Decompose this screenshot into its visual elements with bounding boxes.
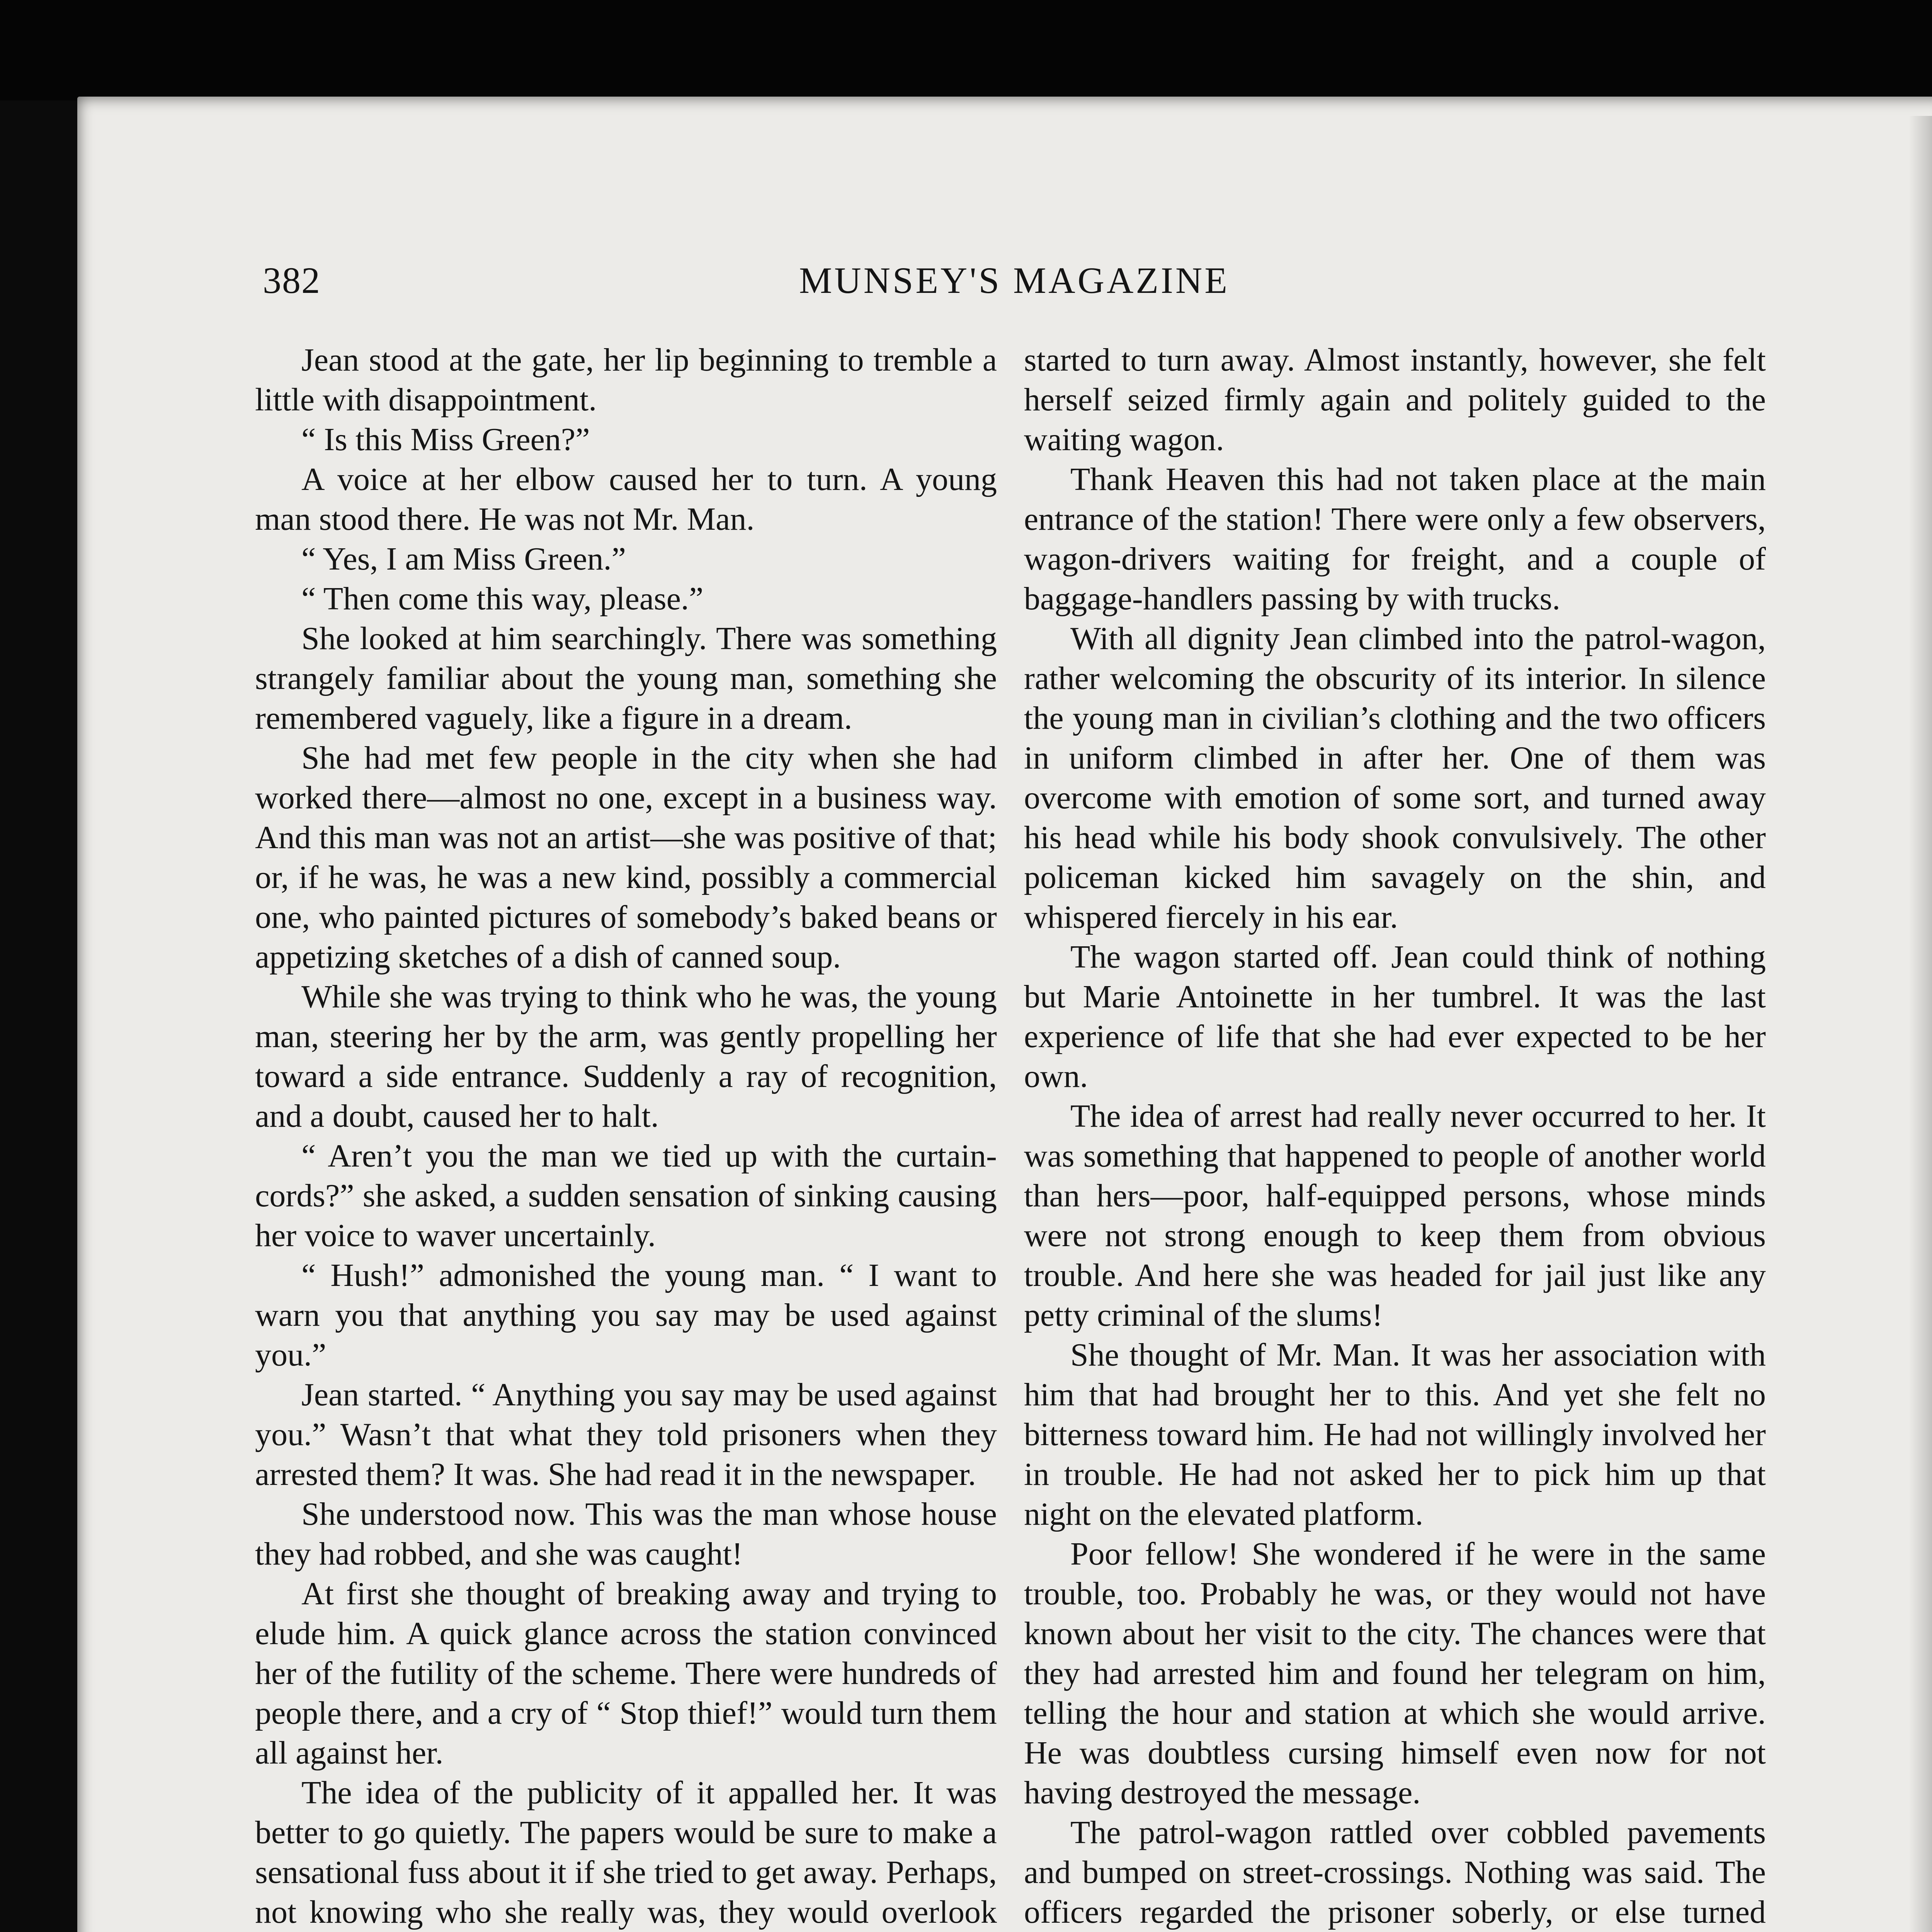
paragraph: “ Is this Miss Green?” xyxy=(301,422,590,457)
paragraph: Thank Heaven this had not taken place at the main entrance of the station! There were only a few observers, wagon-drivers waiting for freight, and a couple of baggage-handlers passing by with trucks. xyxy=(1024,461,1766,617)
paragraph: She thought of Mr. Man. It was her association with him that had brought her to this. And yet she felt no bitterness toward him. He had not willingly involved her in trouble. He had not asked her to pick him up that night on the elevated platform. xyxy=(1024,1337,1766,1532)
left-text-column xyxy=(255,340,997,1932)
page-number: 382 xyxy=(263,260,321,301)
spine-shadow xyxy=(1909,116,1932,1932)
paragraph: “ Hush!” admonished the young man. “ I want to warn you that anything you say may be used against you.” xyxy=(255,1257,997,1373)
paragraph: A voice at her elbow caused her to turn. A young man stood there. He was not Mr. Man. xyxy=(255,461,997,537)
scan-top-border xyxy=(0,0,1932,100)
paragraph: The patrol-wagon rattled over cobbled pavements and bumped on street-crossings. Nothing was said. The officers regarded the prisoner soberly, or else turned xyxy=(1024,1815,1766,1930)
paragraph: She understood now. This was the man whose house they had robbed, and she was caught! xyxy=(255,1496,997,1572)
paragraph: Jean stood at the gate, her lip beginning to tremble a little with disappointment. xyxy=(255,342,997,418)
paragraph: The wagon started off. Jean could think of nothing but Marie Antoinette in her tumbrel. It was the last experience of life that she had ever expected to be her own. xyxy=(1024,939,1766,1094)
right-text-column xyxy=(1024,340,1766,1932)
paragraph: The idea of the publicity of it appalled her. It was better to go quietly. The papers would be sure to make a sensational fuss about it if she tried to get away. Perhaps, not knowing who she really was, they would overlook xyxy=(255,1775,997,1930)
running-title: MUNSEY'S MAGAZINE xyxy=(799,260,1230,301)
paragraph: At first she thought of breaking away and trying to elude him. A quick glance across the station convinced her of the futility of the scheme. There were hundreds of people there, and a cry of “ Stop thief!” would turn them all against her. xyxy=(255,1576,997,1771)
paragraph: She had met few people in the city when she had worked there—almost no one, except in a business way. And this man was not an artist—she was positive of that; or, if he was, he was a new kind, possibly a commercial one, who painted pictures of somebody’s baked beans or appetizing sketches of a dish of canned soup. xyxy=(255,740,997,975)
paragraph: Jean started. “ Anything you say may be used against you.” Wasn’t that what they told prisoners when they arrested them? It was. She had read it in the newspaper. xyxy=(255,1377,997,1492)
paragraph: She looked at him searchingly. There was something strangely familiar about the young man, something she remembered vaguely, like a figure in a dream. xyxy=(255,621,997,736)
paragraph: The idea of arrest had really never occurred to her. It was something that happened to people of another world than hers—poor, half-equipped persons, whose minds were not strong enough to keep them from obvious trouble. And here she was headed for jail just like any petty criminal of the slums! xyxy=(1024,1098,1766,1333)
paragraph: “ Yes, I am Miss Green.” xyxy=(301,541,626,577)
paragraph: “ Then come this way, please.” xyxy=(301,581,704,617)
paragraph: Poor fellow! She wondered if he were in the same trouble, too. Probably he was, or they would not have known about her visit to the city. The chances were that they had arrested him and found her telegram on him, telling the hour and station at which she would arrive. He was doubtless cursing himself even now for not having destroyed the message. xyxy=(1024,1536,1766,1811)
paragraph: While she was trying to think who he was, the young man, steering her by the arm, was gently propelling her toward a side entrance. Suddenly a ray of recognition, and a doubt, caused her to halt. xyxy=(255,979,997,1134)
paragraph: With all dignity Jean climbed into the patrol-wagon, rather welcoming the obscurity of its interior. In silence the young man in civilian’s clothing and the two officers in uniform climbed in after her. One of them was overcome with emotion of some sort, and turned away his head while his body shook convulsively. The other policeman kicked him savagely on the shin, and whispered fiercely in his ear. xyxy=(1024,621,1766,935)
paragraph: started to turn away. Almost instantly, however, she felt herself seized firmly again and politely guided to the waiting wagon. xyxy=(1024,342,1766,457)
paragraph: “ Aren’t you the man we tied up with the curtain-cords?” she asked, a sudden sensation of sinking causing her voice to waver uncertainly. xyxy=(255,1138,997,1253)
page-header xyxy=(263,259,1766,301)
